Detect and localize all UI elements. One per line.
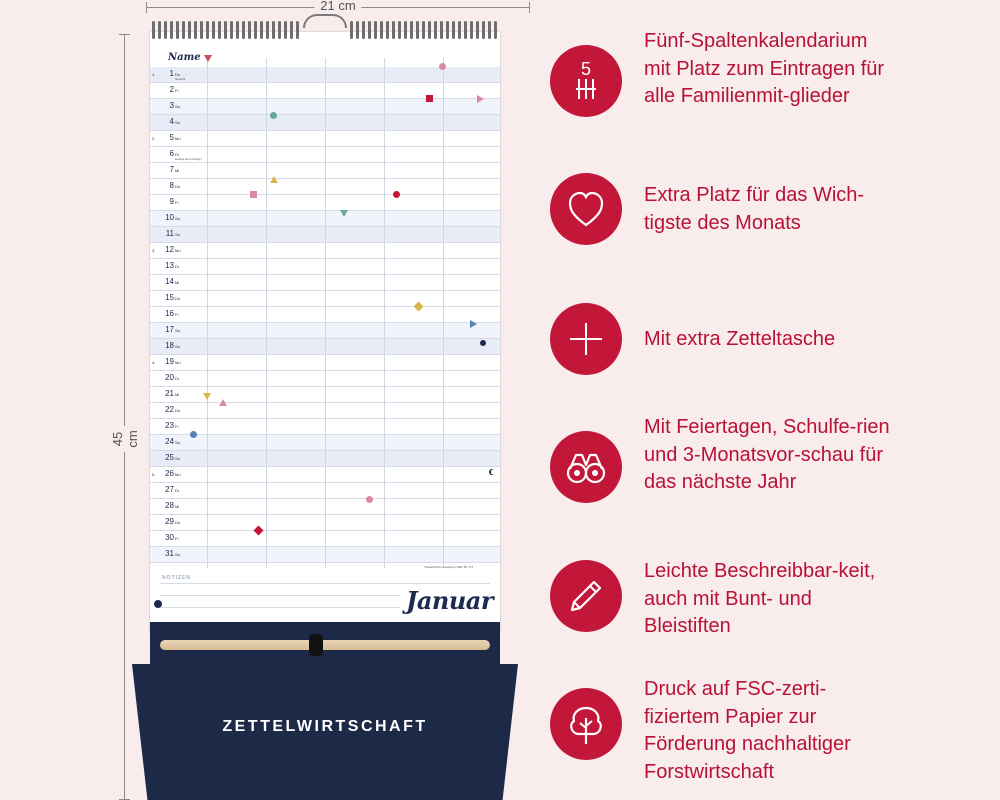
feature-text: Leichte Beschreibbar-keit, auch mit Bunt- und Bleistiften (644, 560, 876, 637)
calendar-week: 4. (152, 360, 156, 365)
day-number: 19 (165, 357, 174, 366)
spiral-loop (488, 21, 491, 39)
weekday: Mo (175, 472, 181, 477)
weekday: Fr (175, 424, 179, 429)
five-columns-icon (550, 45, 622, 117)
day-number: 31 (165, 549, 174, 558)
pencil (160, 640, 490, 650)
day-number: 23 (165, 421, 174, 430)
weekday: Do (175, 520, 181, 525)
spiral-loop (158, 21, 161, 39)
spiral-loop (170, 21, 173, 39)
weekday: Do (175, 408, 181, 413)
spiral-loop (494, 21, 497, 39)
decor-triangle (340, 210, 348, 217)
feature-text: Fünf-Spaltenkalendarium mit Platz zum Eintragen für alle Familienmit-glieder (644, 30, 885, 107)
day-number: 4 (169, 117, 174, 126)
hanger-hook (303, 14, 347, 28)
height-dimension (110, 34, 140, 800)
day-number: 18 (165, 341, 174, 350)
notes-line (160, 607, 400, 608)
weekday: Mi (175, 280, 180, 285)
weekday: Do (175, 296, 181, 301)
weekday: Mo (175, 248, 181, 253)
spiral-loop (230, 21, 233, 39)
decor-triangle (219, 399, 227, 406)
decor-square (250, 191, 257, 198)
spiral-loop (410, 21, 413, 39)
calendar-week: 3. (152, 248, 156, 253)
heart-icon (550, 173, 622, 245)
spiral-loop (152, 21, 155, 39)
weekday: Sa (175, 104, 180, 109)
weekday: Mi (175, 504, 180, 509)
spiral-loop (284, 21, 287, 39)
holiday-note: Neujahr (175, 77, 186, 81)
spiral-loop (164, 21, 167, 39)
weekday: Fr (175, 200, 179, 205)
width-label: 21 cm (314, 0, 361, 13)
spiral-loop (476, 21, 479, 39)
weekday: Mo (175, 360, 181, 365)
day-number: 20 (165, 373, 174, 382)
brand-logo (154, 600, 162, 608)
weekday: Mo (175, 136, 181, 141)
spiral-loop (434, 21, 437, 39)
holiday-footnote: *Gesetzlicher Feiertag in BW, BY, ST (424, 565, 474, 569)
spiral-loop (416, 21, 419, 39)
spiral-loop (290, 21, 293, 39)
spiral-loop (188, 21, 191, 39)
tree-icon (550, 688, 622, 760)
weekday: Fr (175, 536, 179, 541)
weekday: Sa (175, 216, 180, 221)
day-number: 17 (165, 325, 174, 334)
spiral-loop (482, 21, 485, 39)
spiral-loop (236, 21, 239, 39)
weekday: Do (175, 72, 181, 77)
spiral-loop (356, 21, 359, 39)
day-number: 8 (169, 181, 174, 190)
spiral-loop (248, 21, 251, 39)
day-number: 22 (165, 405, 174, 414)
day-number: 29 (165, 517, 174, 526)
month-title: Januar (406, 586, 493, 615)
feature-text: Extra Platz für das Wich-tigste des Monats (644, 184, 865, 234)
day-number: 27 (165, 485, 174, 494)
spiral-loop (374, 21, 377, 39)
calendar-week: 1. (152, 72, 156, 77)
weekday: Di (175, 376, 179, 381)
decor-triangle (477, 95, 484, 103)
notes-line (160, 595, 400, 596)
notes-line (160, 583, 490, 584)
column-divider (384, 58, 385, 568)
full-moon-icon (480, 340, 486, 346)
spiral-loop (272, 21, 275, 39)
weekday: Sa (175, 440, 180, 445)
decor-dot (439, 63, 446, 70)
spiral-loop (362, 21, 365, 39)
decor-triangle (270, 176, 278, 183)
feature-text: Mit extra Zetteltasche (644, 328, 836, 350)
calendar-week: 2. (152, 136, 156, 141)
weekday: Di (175, 264, 179, 269)
day-number: 28 (165, 501, 174, 510)
day-number: 11 (165, 229, 174, 238)
day-number: 13 (165, 261, 174, 270)
five-badge: 5 (580, 59, 592, 79)
weekday: So (175, 120, 180, 125)
height-label: 45 cm (110, 426, 140, 452)
spiral-loop (398, 21, 401, 39)
spiral-loop (380, 21, 383, 39)
day-number: 10 (165, 213, 174, 222)
width-dimension (146, 0, 530, 14)
spiral-loop (464, 21, 467, 39)
weekday: So (175, 232, 180, 237)
spiral-loop (200, 21, 203, 39)
name-header: Name (168, 52, 201, 63)
half-moon-icon (489, 469, 495, 475)
weekday: Mi (175, 392, 180, 397)
binoculars-icon (550, 431, 622, 503)
spiral-loop (446, 21, 449, 39)
decor-dot (366, 496, 373, 503)
weekday: So (175, 456, 180, 461)
day-number: 26 (165, 469, 174, 478)
decor-dot (190, 431, 197, 438)
weekday: Di (175, 488, 179, 493)
spiral-loop (212, 21, 215, 39)
pencil-clip (309, 634, 323, 656)
weekday: Di (175, 152, 179, 157)
column-divider (207, 58, 208, 568)
day-number: 1 (169, 69, 174, 78)
spiral-loop (260, 21, 263, 39)
weekday: So (175, 344, 180, 349)
notes-label: NOTIZEN (162, 575, 191, 581)
feature-text: Mit Feiertagen, Schulfe-rien und 3-Monatsvor-schau für das nächste Jahr (644, 416, 890, 493)
spiral-loop (182, 21, 185, 39)
feature-text: Druck auf FSC-zerti-fiziertem Papier zur Förderung nachhaltiger Forstwirtschaft (644, 678, 851, 783)
holiday-note: Heilige Drei Könige* (175, 157, 202, 161)
day-number: 24 (165, 437, 174, 446)
weekday: Mi (175, 168, 180, 173)
spiral-loop (206, 21, 209, 39)
day-number: 5 (169, 133, 174, 142)
decor-triangle (470, 320, 477, 328)
column-divider (266, 58, 267, 568)
spiral-loop (440, 21, 443, 39)
day-number: 30 (165, 533, 174, 542)
weekday: Sa (175, 328, 180, 333)
decor-dot (393, 191, 400, 198)
spiral-loop (392, 21, 395, 39)
spiral-loop (470, 21, 473, 39)
spiral-loop (176, 21, 179, 39)
spiral-loop (218, 21, 221, 39)
pencil-icon (550, 560, 622, 632)
decor-dot (270, 112, 277, 119)
day-number: 9 (169, 197, 174, 206)
spiral-loop (404, 21, 407, 39)
spiral-loop (368, 21, 371, 39)
spiral-loop (428, 21, 431, 39)
day-number: 2 (169, 85, 174, 94)
day-number: 16 (165, 309, 174, 318)
spiral-loop (296, 21, 299, 39)
day-number: 12 (165, 245, 174, 254)
spiral-loop (350, 21, 353, 39)
spiral-loop (386, 21, 389, 39)
day-number: 15 (165, 293, 174, 302)
weekday: Sa (175, 552, 180, 557)
day-number: 14 (165, 277, 174, 286)
plus-icon (550, 303, 622, 375)
day-number: 6 (169, 149, 174, 158)
decor-triangle (204, 55, 212, 62)
column-divider (443, 58, 444, 568)
weekday: Fr (175, 88, 179, 93)
decor-square (426, 95, 433, 102)
day-number: 25 (165, 453, 174, 462)
decor-triangle (203, 393, 211, 400)
calendar-week: 5. (152, 472, 156, 477)
spiral-loop (278, 21, 281, 39)
day-number: 3 (169, 101, 174, 110)
spiral-loop (422, 21, 425, 39)
spiral-loop (242, 21, 245, 39)
spiral-loop (194, 21, 197, 39)
spiral-loop (266, 21, 269, 39)
spiral-loop (254, 21, 257, 39)
day-number: 7 (169, 165, 174, 174)
weekday: Fr (175, 312, 179, 317)
spiral-loop (452, 21, 455, 39)
pocket-label: ZETTELWIRTSCHAFT (222, 718, 428, 735)
day-number: 21 (165, 389, 174, 398)
spiral-loop (458, 21, 461, 39)
column-divider (325, 58, 326, 568)
spiral-loop (224, 21, 227, 39)
weekday: Do (175, 184, 181, 189)
